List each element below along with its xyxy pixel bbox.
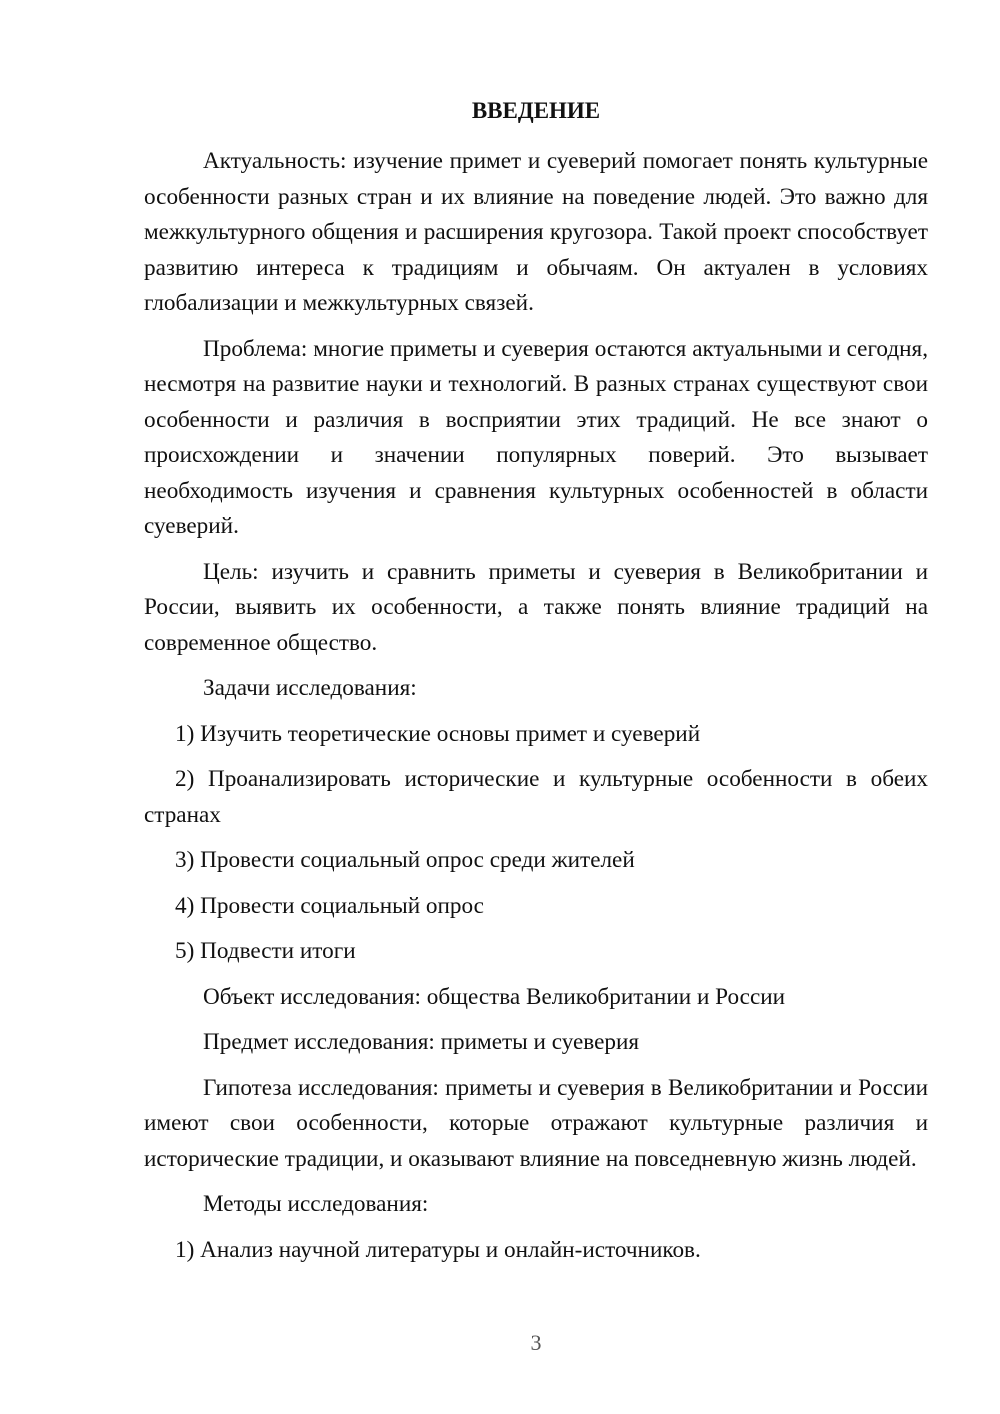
subject-line: Предмет исследования: приметы и суеверия [203, 1029, 640, 1055]
task-item: 2) Проанализировать исторические и культурные особенности в обеих странах [144, 766, 928, 828]
page-number: 3 [530, 1330, 542, 1355]
task-item: 1) Изучить теоретические основы примет и суеверий [175, 720, 701, 747]
task-item: 4) Провести социальный опрос [175, 892, 484, 919]
object-line: Объект исследования: общества Великобритании и России [203, 983, 786, 1010]
methods-heading: Методы исследования: [203, 1191, 429, 1217]
problem-paragraph: Проблема: многие приметы и суеверия остаются актуальными и сегодня, несмотря на развитие науки и технологий. В разных странах существуют свои особенности и различия в восприятии этих традиций. Не все знают о происхождении и значении популярных поверий. Это вызывает необходимость изучения и сравнения культурных особенностей в области суеверий. [144, 335, 928, 539]
goal-paragraph: Цель: изучить и сравнить приметы и суеверия в Великобритании и России, выявить их особенности, а также понять влияние традиций на современное общество. [144, 558, 928, 656]
method-item: 1) Анализ научной литературы и онлайн-источников. [175, 1236, 701, 1263]
hypothesis-paragraph: Гипотеза исследования: приметы и суеверия в Великобритании и России имеют свои особенности, которые отражают культурные различия и исторические традиции, и оказывают влияние на повседневную жизнь людей. [144, 1074, 928, 1172]
document-page [144, 96, 928, 1278]
task-item: 3) Провести социальный опрос среди жителей [175, 847, 635, 873]
tasks-heading: Задачи исследования: [203, 675, 417, 701]
section-title: ВВЕДЕНИЕ [471, 98, 601, 123]
task-item: 5) Подвести итоги [175, 938, 356, 964]
relevance-paragraph: Актуальность: изучение примет и суеверий помогает понять культурные особенности разных стран и их влияние на поведение людей. Это важно для межкультурного общения и расширения кругозора. Такой проект способствует развитию интереса к традициям и обычаям. Он актуален в условиях глобализации и межкультурных связей. [144, 148, 928, 316]
